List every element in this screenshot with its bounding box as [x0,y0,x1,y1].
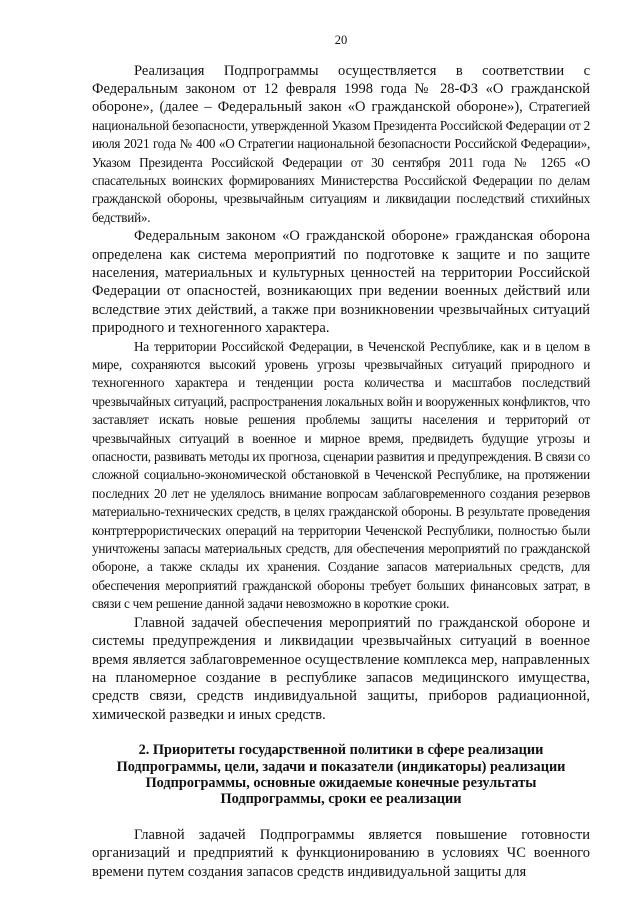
paragraph-subprogram-main-task: Главной задачей Подпрограммы является повышение готовности организаций и предприятий к функционированию в условиях ЧС военного времени путем создания запасов средств индивидуальной защиты для [92,826,590,880]
section-heading-line-4: Подпрограммы, сроки ее реализации [220,791,462,808]
page-number: 20 [334,33,348,47]
paragraph-civil-defense-definition: Федеральным законом «О гражданской обороне» гражданская оборона определена как система мероприятий по подготовке к защите и по защите населения, материальных и культурных ценностей на территории Российской Федерации от опасностей, возникающих при ведении военных действий или вследствие этих действий, а также при возникновении чрезвычайных ситуаций природного и техногенного характера. [92,228,590,337]
paragraph-main-task-defense: Главной задачей обеспечения мероприятий по гражданской обороне и системы предупреждения и ликвидации чрезвычайных ситуаций в военное время является заблаговременное осуществление комплекса мер, направленных на планомерное создание в республике запасов медицинского имущества, средств связи, средств индивидуальной защиты, приборов радиационной, химической разведки и иных средств. [92,614,590,723]
section-heading-line-1: 2. Приоритеты государственной политики в сфере реализации [138,742,544,759]
paragraph-legal-basis-part-1: Реализация Подпрограммы осуществляется в соответствии с Федеральным законом от 12 февраля 1998 года № 28-ФЗ «О гражданской обороне», (далее – Федеральный закон «О гражданской обороне»), [92,62,590,116]
section-heading-line-2: Подпрограммы, цели, задачи и показатели (индикаторы) реализации [116,758,566,775]
paragraph-legal-basis-part-2: Стратегией национальной безопасности, утвержденной Указом Президента Российской Федерации от 2 июля 2021 года № 400 «О Стратегии национальной безопасности Российской Федерации», Указом Президента Российской Федерации от 30 сентября 2011 года № 1265 «О спасательных воинских формированиях Министерства Российской Федерации по делам гражданской обороны, чрезвычайным ситуациям и ликвидации последствий стихийных бедствий». [92,99,590,225]
section-heading-line-3: Подпрограммы, основные ожидаемые конечные результаты [145,774,537,791]
paragraph-chechen-republic-situation: На территории Российской Федерации, в Чеченской Республике, как и в целом в мире, сохраняются высокий уровень угрозы чрезвычайных ситуаций природного и техногенного характера и тенденции роста количества и масштабов последствий чрезвычайных ситуаций, распространения локальных войн и вооруженных конфликтов, что заставляет искать новые решения проблемы защиты населения и территорий от чрезвычайных ситуаций в военное и мирное время, предвидеть будущие угрозы и опасности, развивать методы их прогноза, сценарии развития и предупреждения. В связи со сложной социально-экономической обстановкой в Чеченской Республике, на протяжении последних 20 лет не уделялось внимание вопросам заблаговременного создания резервов материально-технических средств, в целях гражданской обороны. В результате проведения контртеррористических операций на территории Чеченской Республики, полностью были уничтожены запасы материальных средств, для обеспечения мероприятий по гражданской обороне, а также склады их хранения. Создание запасов материальных средств, для обеспечения мероприятий гражданской обороны требует больших финансовых затрат, в связи с чем решение данной задачи невозможно в короткие сроки. [92,338,590,612]
section-heading [92,742,590,808]
paragraph-legal-basis [92,62,590,228]
